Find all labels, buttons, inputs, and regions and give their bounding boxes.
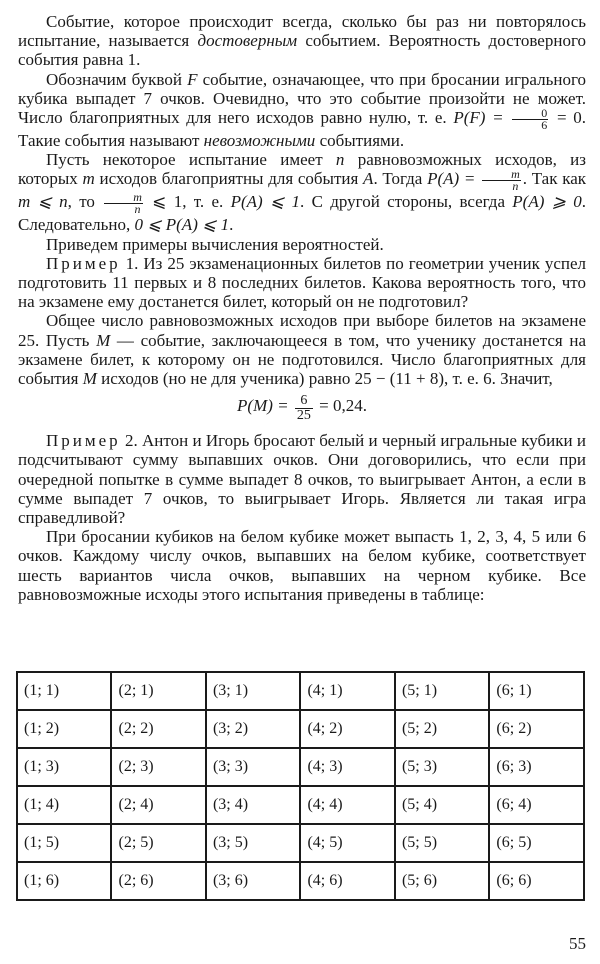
table-row (17, 710, 584, 748)
table-cell: (3; 1) (206, 672, 300, 710)
table-cell: (6; 4) (489, 786, 584, 824)
table-cell: (1; 1) (17, 672, 111, 710)
table-cell: (2; 4) (111, 786, 205, 824)
formula-probability-m: P(M) = $\frac{6}{25}$ = 0,24. (237, 393, 367, 424)
example-1: Пример 1. Из 25 экзаменационных билетов по геометрии ученик успел подготовить 11 первых и 8 последних билетов. Какова вероятность того, что на экзамене ему достанется билет, который он не подготовил? (18, 253, 586, 312)
table-cell: (4; 4) (300, 786, 394, 824)
table-cell: (4; 1) (300, 672, 394, 710)
table-cell: (1; 4) (17, 786, 111, 824)
fraction-m-n: $\frac{m}{n}$ (482, 169, 521, 192)
fraction-zero-six: $\frac{0}{6}$ (512, 108, 548, 131)
table-cell: (1; 3) (17, 748, 111, 786)
table-cell: (4; 5) (300, 824, 394, 862)
table-cell: (6; 3) (489, 748, 584, 786)
table-cell: (2; 2) (111, 710, 205, 748)
table-cell: (3; 4) (206, 786, 300, 824)
table-cell: (2; 5) (111, 824, 205, 862)
table-cell: (5; 2) (395, 710, 489, 748)
table-cell: (1; 2) (17, 710, 111, 748)
table-cell: (5; 5) (395, 824, 489, 862)
table-cell: (3; 6) (206, 862, 300, 900)
table-cell: (6; 5) (489, 824, 584, 862)
table-row (17, 824, 584, 862)
paragraph-dice-outcomes: При бросании кубиков на белом кубике может выпасть 1, 2, 3, 4, 5 или 6 очков. Каждому числу очков, выпавших на белом кубике, соответствует шесть вариантов числа очков, выпавших на черном кубике. Все равновозможные исходы этого испытания приведены в таблице: (18, 527, 586, 604)
table-row (17, 748, 584, 786)
paragraph-example-1-solution: Общее число равновозможных исходов при выборе билетов на экзамене 25. Пусть M — событие, заключающееся в том, что ученику достанется на экзамене билет, к которому он не подготовился. Число благоприятных для события M исходов (но не для ученика) равно 25 − (11 + 8), т. е. 6. Значит, (18, 311, 586, 389)
table-cell: (6; 2) (489, 710, 584, 748)
fraction-m-n-2: $\frac{m}{n}$ (104, 192, 143, 215)
table-cell: (3; 3) (206, 748, 300, 786)
paragraph-probability-bounds: Пусть некоторое испытание имеет n равновозможных исходов, из которых m исходов благоприятны для события A. Тогда P(A) = $\frac{m}{n}$ . Так как m ⩽ n, то $\frac{m}{n}$ ⩽ 1, т. е. P(A) ⩽ 1. С другой стороны, всегда P(A) ⩾ 0. Следовательно, 0 ⩽ P(A) ⩽ 1. (18, 150, 586, 235)
table-cell: (1; 6) (17, 862, 111, 900)
table-cell: (3; 5) (206, 824, 300, 862)
table-cell: (2; 6) (111, 862, 205, 900)
paragraph-impossible-event: Обозначим буквой F событие, означающее, что при бросании игрального кубика выпадет 7 очков. Очевидно, что это событие произойти не может. Число благоприятных для него исходов равно нулю, т. е. P(F) = $\frac{0}{6}$ = 0. Такие события называют невозможными событиями. (18, 69, 587, 151)
fraction-six-twentyfive: $\frac{6}{25}$ (296, 393, 311, 424)
table-cell: (4; 6) (300, 862, 394, 900)
table-cell: (5; 1) (395, 672, 489, 710)
paragraph-examples-intro: Приведем примеры вычисления вероятностей. (46, 234, 384, 254)
table-cell: (2; 3) (111, 748, 205, 786)
example-2: Пример 2. Антон и Игорь бросают белый и черный игральные кубики и подсчитывают сумму выпавших очков. Они договорились, что если при очередной попытке в сумме выпадет 8 очков, то выигрывает Антон, а если в сумме выпадет 7 очков, то выигрывает Игорь. Является ли такая игра справедливой? (18, 431, 586, 528)
table-cell: (4; 2) (300, 710, 394, 748)
table-row (17, 672, 584, 710)
table-cell: (6; 1) (489, 672, 584, 710)
page-text (18, 12, 586, 604)
table-cell: (5; 4) (395, 786, 489, 824)
dice-outcomes-table (16, 671, 585, 901)
table-cell: (2; 1) (111, 672, 205, 710)
table-cell: (4; 3) (300, 748, 394, 786)
table-row (17, 786, 584, 824)
table-row (17, 862, 584, 900)
table-cell: (5; 6) (395, 862, 489, 900)
page-number: 55 (569, 934, 586, 953)
table-cell: (3; 2) (206, 710, 300, 748)
table-cell: (1; 5) (17, 824, 111, 862)
table-cell: (5; 3) (395, 748, 489, 786)
paragraph-certain-event: Событие, которое происходит всегда, сколько бы раз ни повторялось испытание, называется достоверным событием. Вероятность достоверного события равна 1. (18, 12, 586, 70)
table-cell: (6; 6) (489, 862, 584, 900)
